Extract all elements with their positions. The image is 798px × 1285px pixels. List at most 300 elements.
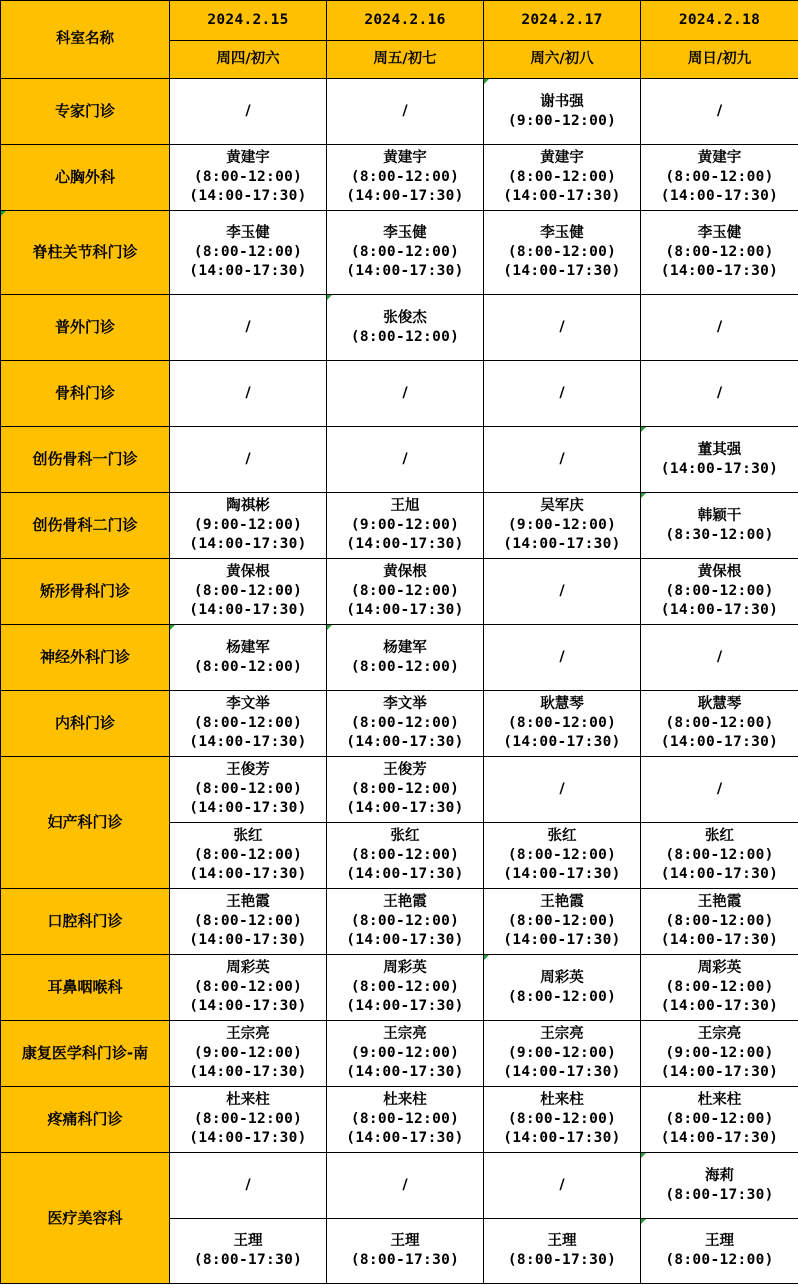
table-row [1, 889, 798, 955]
schedule-cell [484, 211, 641, 295]
time-slot: (9:00-12:00) [193, 1045, 303, 1061]
time-slot: (8:00-17:30) [350, 1252, 460, 1268]
date-header: 2024.2.16 [327, 1, 484, 41]
table-row [1, 361, 798, 427]
time-slot: (14:00-17:30) [346, 734, 464, 750]
doctor-name: 海莉 [705, 1167, 734, 1184]
time-slot: (8:00-12:00) [507, 244, 617, 260]
schedule-cell [327, 955, 484, 1021]
time-slot: (8:00-12:00) [350, 913, 460, 929]
doctor-name: 王艳霞 [383, 894, 427, 910]
table-row [1, 493, 798, 559]
time-slot: (14:00-17:30) [346, 998, 464, 1014]
time-slot: (14:00-17:30) [503, 734, 621, 750]
schedule-cell [170, 559, 327, 625]
time-slot: (9:00-12:00) [350, 517, 460, 533]
schedule-cell [641, 1021, 798, 1087]
time-slot: (8:00-12:00) [665, 913, 774, 929]
time-slot: (8:00-12:00) [665, 1111, 774, 1127]
table-row [1, 955, 798, 1021]
time-slot: (9:00-12:00) [350, 1045, 460, 1061]
schedule-cell [484, 1087, 641, 1153]
empty-slot: / [559, 319, 565, 335]
time-slot: (14:00-17:30) [189, 998, 307, 1014]
schedule-cell [327, 1087, 484, 1153]
schedule-cell [170, 625, 327, 691]
schedule-cell [641, 79, 798, 145]
time-slot: (14:00-17:30) [503, 536, 621, 552]
dept-name-cell [1, 691, 170, 757]
time-slot: (14:00-17:30) [346, 1130, 464, 1146]
dept-name: 康复医学科门诊-南 [21, 1044, 149, 1062]
schedule-cell [170, 295, 327, 361]
table-row [1, 295, 798, 361]
dept-name-cell [1, 145, 170, 211]
comment-marker-icon [1, 211, 6, 216]
time-slot: (8:00-17:30) [507, 1252, 617, 1268]
schedule-body [1, 1, 798, 1284]
dept-header: 科室名称 [1, 1, 170, 79]
weekday-header: 周四/初六 [170, 41, 327, 79]
schedule-cell [484, 823, 641, 889]
time-slot: (8:00-12:00) [193, 913, 303, 929]
table-row [1, 691, 798, 757]
schedule-cell [484, 1219, 641, 1284]
schedule-cell [170, 427, 327, 493]
schedule-cell [484, 889, 641, 955]
doctor-name: 黄保根 [226, 564, 270, 580]
schedule-cell [170, 691, 327, 757]
table-row [1, 1021, 798, 1087]
schedule-cell [327, 1153, 484, 1219]
schedule-cell [484, 559, 641, 625]
doctor-name: 杜来柱 [383, 1092, 427, 1108]
time-slot: (14:00-17:30) [503, 1130, 621, 1146]
empty-slot: / [559, 385, 565, 401]
time-slot: (14:00-17:30) [503, 866, 621, 882]
doctor-name: 张红 [233, 828, 263, 844]
time-slot: (14:00-17:30) [346, 188, 464, 204]
time-slot: (9:00-12:00) [507, 517, 617, 533]
time-slot: (8:00-12:00) [350, 583, 460, 599]
weekday-header: 周日/初九 [641, 41, 798, 79]
doctor-name: 王俊芳 [226, 762, 270, 778]
doctor-name: 张红 [705, 828, 734, 844]
schedule-cell [484, 1021, 641, 1087]
empty-slot: / [716, 103, 723, 119]
dept-name-cell [1, 889, 170, 955]
schedule-cell [641, 1219, 798, 1284]
empty-slot: / [559, 451, 565, 467]
schedule-cell [641, 427, 798, 493]
schedule-cell [170, 79, 327, 145]
schedule-cell [170, 1219, 327, 1284]
dept-name: 妇产科门诊 [47, 813, 123, 831]
table-row [1, 625, 798, 691]
doctor-name: 王理 [390, 1233, 420, 1249]
time-slot: (14:00-17:30) [189, 1064, 307, 1080]
doctor-name: 杨建军 [226, 639, 270, 656]
doctor-name: 王旭 [390, 498, 420, 514]
schedule-cell [327, 145, 484, 211]
doctor-name: 李玉健 [697, 225, 742, 241]
doctor-name: 王宗亮 [697, 1026, 742, 1042]
time-slot: (8:00-12:00) [507, 988, 617, 1005]
dept-name-cell [1, 625, 170, 691]
schedule-cell [484, 625, 641, 691]
time-slot: (8:00-12:00) [350, 979, 460, 995]
time-slot: (8:00-12:00) [507, 1111, 617, 1127]
empty-slot: / [559, 781, 565, 797]
time-slot: (14:00-17:30) [346, 536, 464, 552]
doctor-name: 杜来柱 [697, 1092, 742, 1108]
time-slot: (8:00-12:00) [350, 244, 460, 260]
schedule-cell [641, 211, 798, 295]
doctor-name: 王宗亮 [540, 1026, 584, 1042]
schedule-cell [327, 493, 484, 559]
time-slot: (14:00-17:30) [189, 1130, 307, 1146]
dept-name: 心胸外科 [54, 168, 115, 186]
schedule-cell [327, 211, 484, 295]
time-slot: (8:00-12:00) [350, 1111, 460, 1127]
time-slot: (8:00-12:00) [665, 244, 774, 260]
doctor-name: 耿慧琴 [697, 696, 742, 712]
dept-name-cell [1, 79, 170, 145]
header-row-dates [1, 1, 798, 41]
time-slot: (14:00-17:30) [503, 188, 621, 204]
doctor-name: 韩颖干 [697, 507, 742, 524]
schedule-cell [641, 145, 798, 211]
dept-name: 骨科门诊 [54, 384, 115, 402]
time-slot: (14:00-17:30) [660, 188, 779, 204]
time-slot: (14:00-17:30) [503, 263, 621, 279]
comment-marker-icon [170, 625, 175, 630]
time-slot: (8:00-12:00) [193, 583, 303, 599]
date-header: 2024.2.15 [170, 1, 327, 41]
schedule-cell [484, 427, 641, 493]
comment-marker-icon [641, 427, 646, 432]
empty-slot: / [716, 319, 723, 335]
doctor-name: 王宗亮 [383, 1026, 427, 1042]
time-slot: (14:00-17:30) [189, 536, 307, 552]
dept-name: 脊柱关节科门诊 [32, 243, 138, 261]
time-slot: (14:00-17:30) [346, 800, 464, 816]
doctor-name: 王理 [233, 1233, 263, 1249]
time-slot: (14:00-17:30) [189, 188, 307, 204]
doctor-name: 王理 [705, 1233, 734, 1249]
empty-slot: / [559, 1177, 565, 1193]
empty-slot: / [245, 385, 251, 401]
dept-name: 创伤骨科一门诊 [32, 450, 138, 468]
date-header: 2024.2.18 [641, 1, 798, 41]
empty-slot: / [402, 385, 408, 401]
doctor-name: 张红 [390, 828, 420, 844]
time-slot: (14:00-17:30) [660, 602, 779, 618]
doctor-name: 李文举 [226, 696, 270, 712]
dept-name-cell [1, 211, 170, 295]
table-row [1, 211, 798, 295]
doctor-name: 耿慧琴 [540, 696, 584, 712]
doctor-name: 董其强 [697, 441, 742, 458]
weekday-header: 周五/初七 [327, 41, 484, 79]
time-slot: (8:00-12:00) [350, 328, 460, 345]
doctor-name: 张红 [547, 828, 577, 844]
table-row [1, 1087, 798, 1153]
empty-slot: / [716, 649, 723, 665]
schedule-cell [327, 559, 484, 625]
doctor-name: 王俊芳 [383, 762, 427, 778]
schedule-cell [170, 889, 327, 955]
weekday-header: 周六/初八 [484, 41, 641, 79]
empty-slot: / [716, 385, 723, 401]
doctor-name: 杨建军 [383, 639, 427, 656]
empty-slot: / [402, 451, 408, 467]
time-slot: (8:00-12:00) [665, 169, 774, 185]
doctor-name: 李玉健 [226, 225, 270, 241]
empty-slot: / [245, 103, 251, 119]
schedule-cell [327, 691, 484, 757]
schedule-cell [170, 1021, 327, 1087]
table-row [1, 757, 798, 823]
comment-marker-icon [327, 625, 332, 630]
doctor-name: 李玉健 [540, 225, 584, 241]
schedule-cell [170, 493, 327, 559]
doctor-name: 周彩英 [697, 960, 742, 976]
table-row [1, 427, 798, 493]
doctor-name: 吴军庆 [540, 498, 584, 514]
dept-name-cell [1, 1153, 170, 1284]
time-slot: (9:00-12:00) [507, 1045, 617, 1061]
time-slot: (8:00-12:00) [350, 715, 460, 731]
schedule-cell [170, 1153, 327, 1219]
comment-marker-icon [484, 955, 489, 960]
table-row [1, 145, 798, 211]
dept-name: 耳鼻咽喉科 [47, 978, 123, 996]
comment-marker-icon [641, 1219, 646, 1224]
time-slot: (14:00-17:30) [503, 932, 621, 948]
time-slot: (14:00-17:30) [503, 1064, 621, 1080]
schedule-cell [327, 1219, 484, 1284]
time-slot: (8:00-12:00) [193, 658, 303, 675]
dept-name: 神经外科门诊 [39, 648, 130, 666]
schedule-cell [327, 79, 484, 145]
schedule-cell [327, 757, 484, 823]
schedule-cell [641, 757, 798, 823]
time-slot: (8:00-12:00) [350, 169, 460, 185]
time-slot: (8:00-12:00) [507, 169, 617, 185]
comment-marker-icon [327, 295, 332, 300]
schedule-cell [484, 493, 641, 559]
time-slot: (14:00-17:30) [660, 263, 779, 279]
comment-marker-icon [484, 79, 489, 84]
time-slot: (9:00-12:00) [193, 517, 303, 533]
schedule-cell [170, 955, 327, 1021]
dept-name-cell [1, 1087, 170, 1153]
schedule-cell [484, 1153, 641, 1219]
dept-name-cell [1, 427, 170, 493]
schedule-cell [327, 295, 484, 361]
schedule-cell [484, 361, 641, 427]
schedule-cell [484, 757, 641, 823]
doctor-name: 王宗亮 [226, 1026, 270, 1042]
schedule-cell [170, 1087, 327, 1153]
dept-name-cell [1, 1021, 170, 1087]
time-slot: (9:00-12:00) [665, 1045, 774, 1061]
time-slot: (14:00-17:30) [346, 866, 464, 882]
comment-marker-icon [641, 1153, 646, 1158]
time-slot: (8:00-12:00) [193, 847, 303, 863]
time-slot: (8:00-12:00) [193, 244, 303, 260]
time-slot: (8:00-12:00) [665, 1252, 774, 1268]
doctor-name: 黄保根 [697, 564, 742, 580]
dept-name-cell [1, 757, 170, 889]
doctor-name: 周彩英 [226, 960, 270, 976]
time-slot: (9:00-12:00) [507, 112, 617, 129]
schedule-cell [170, 361, 327, 427]
time-slot: (8:00-12:00) [665, 847, 774, 863]
schedule-cell [170, 145, 327, 211]
schedule-cell [327, 823, 484, 889]
time-slot: (14:00-17:30) [189, 932, 307, 948]
time-slot: (8:00-12:00) [350, 847, 460, 863]
empty-slot: / [402, 1177, 408, 1193]
time-slot: (14:00-17:30) [660, 866, 779, 882]
time-slot: (14:00-17:30) [189, 602, 307, 618]
doctor-name: 杜来柱 [226, 1092, 270, 1108]
time-slot: (8:00-12:00) [665, 979, 774, 995]
time-slot: (14:00-17:30) [346, 263, 464, 279]
doctor-name: 王艳霞 [540, 894, 584, 910]
doctor-name: 张俊杰 [383, 309, 427, 326]
doctor-name: 王艳霞 [697, 894, 742, 910]
empty-slot: / [245, 451, 251, 467]
time-slot: (14:00-17:30) [346, 932, 464, 948]
schedule-cell [170, 757, 327, 823]
schedule-cell [641, 625, 798, 691]
time-slot: (14:00-17:30) [660, 932, 779, 948]
schedule-cell [484, 79, 641, 145]
doctor-name: 谢书强 [540, 93, 584, 110]
time-slot: (8:00-12:00) [665, 583, 774, 599]
doctor-name: 李玉健 [383, 225, 427, 241]
doctor-name: 杜来柱 [540, 1092, 584, 1108]
dept-name: 专家门诊 [54, 102, 115, 120]
time-slot: (8:00-12:00) [193, 979, 303, 995]
dept-name-cell [1, 955, 170, 1021]
doctor-name: 周彩英 [540, 969, 584, 986]
dept-name: 内科门诊 [54, 714, 115, 732]
time-slot: (14:00-17:30) [189, 866, 307, 882]
dept-name: 创伤骨科二门诊 [32, 516, 138, 534]
doctor-name: 黄建宇 [383, 150, 427, 166]
time-slot: (8:00-12:00) [665, 715, 774, 731]
time-slot: (14:00-17:30) [189, 734, 307, 750]
schedule-cell [484, 145, 641, 211]
comment-marker-icon [641, 493, 646, 498]
empty-slot: / [402, 103, 408, 119]
dept-name: 矫形骨科门诊 [39, 582, 130, 600]
schedule-cell [484, 691, 641, 757]
dept-name-cell [1, 493, 170, 559]
schedule-cell [170, 211, 327, 295]
schedule-cell [327, 361, 484, 427]
table-row [1, 79, 798, 145]
schedule-cell [641, 1153, 798, 1219]
schedule-cell [641, 955, 798, 1021]
doctor-name: 黄建宇 [697, 150, 742, 166]
time-slot: (8:00-17:30) [665, 1186, 774, 1203]
date-header: 2024.2.17 [484, 1, 641, 41]
doctor-name: 黄建宇 [540, 150, 584, 166]
time-slot: (8:00-12:00) [193, 781, 303, 797]
time-slot: (8:00-17:30) [193, 1252, 303, 1268]
time-slot: (8:00-12:00) [507, 913, 617, 929]
time-slot: (8:00-12:00) [193, 1111, 303, 1127]
time-slot: (14:00-17:30) [189, 800, 307, 816]
empty-slot: / [245, 1177, 251, 1193]
schedule-cell [484, 295, 641, 361]
empty-slot: / [559, 583, 565, 599]
doctor-name: 李文举 [383, 696, 427, 712]
time-slot: (8:00-12:00) [350, 781, 460, 797]
doctor-name: 周彩英 [383, 960, 427, 976]
time-slot: (8:30-12:00) [665, 526, 774, 543]
schedule-cell [641, 559, 798, 625]
time-slot: (14:00-17:30) [660, 1130, 779, 1146]
schedule-cell [641, 295, 798, 361]
doctor-name: 陶祺彬 [226, 498, 270, 514]
time-slot: (14:00-17:30) [660, 460, 779, 477]
schedule-cell [641, 361, 798, 427]
time-slot: (14:00-17:30) [346, 1064, 464, 1080]
schedule-cell [641, 1087, 798, 1153]
time-slot: (14:00-17:30) [346, 602, 464, 618]
time-slot: (8:00-12:00) [193, 715, 303, 731]
time-slot: (8:00-12:00) [350, 658, 460, 675]
dept-name: 口腔科门诊 [47, 912, 123, 930]
doctor-name: 王艳霞 [226, 894, 270, 910]
dept-name: 疼痛科门诊 [47, 1110, 123, 1128]
schedule-cell [641, 493, 798, 559]
empty-slot: / [716, 781, 723, 797]
time-slot: (14:00-17:30) [660, 1064, 779, 1080]
schedule-cell [327, 889, 484, 955]
time-slot: (14:00-17:30) [660, 734, 779, 750]
time-slot: (14:00-17:30) [660, 998, 779, 1014]
time-slot: (8:00-12:00) [507, 847, 617, 863]
dept-name-cell [1, 559, 170, 625]
dept-name-cell [1, 295, 170, 361]
schedule-cell [641, 691, 798, 757]
time-slot: (14:00-17:30) [189, 263, 307, 279]
time-slot: (8:00-12:00) [193, 169, 303, 185]
schedule-cell [641, 823, 798, 889]
doctor-name: 黄保根 [383, 564, 427, 580]
doctor-name: 黄建宇 [226, 150, 270, 166]
schedule-cell [641, 889, 798, 955]
dept-name: 医疗美容科 [47, 1208, 123, 1227]
schedule-cell [327, 1021, 484, 1087]
dept-name: 普外门诊 [54, 318, 115, 336]
table-row [1, 559, 798, 625]
time-slot: (8:00-12:00) [507, 715, 617, 731]
doctor-name: 王理 [547, 1233, 577, 1249]
schedule-cell [327, 625, 484, 691]
schedule-cell [170, 823, 327, 889]
schedule-cell [484, 955, 641, 1021]
table-row [1, 1153, 798, 1219]
dept-name-cell [1, 361, 170, 427]
